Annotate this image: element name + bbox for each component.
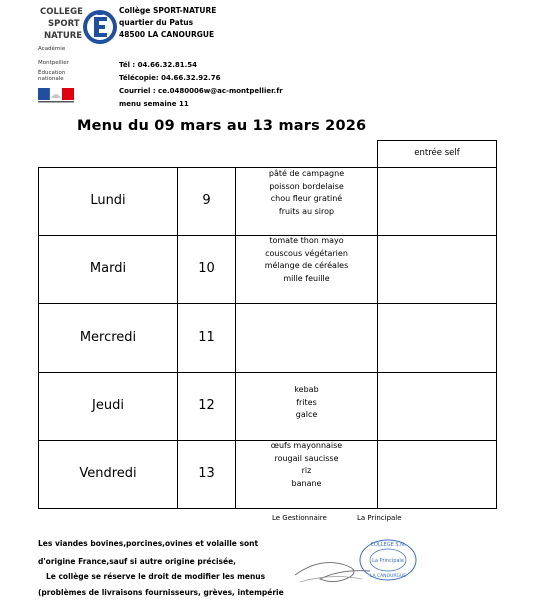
menu-item: pâté de campagne	[268, 169, 345, 178]
menu-title: Menu du 09 mars au 13 mars 2026	[77, 118, 367, 134]
academie-label: Académie	[38, 46, 66, 52]
day-label: Mardi	[89, 261, 127, 276]
signature-stamp	[290, 535, 430, 595]
menu-item: riz	[301, 466, 312, 475]
logo-line-3: NATURE	[44, 31, 83, 41]
menu-item: banane	[291, 478, 322, 488]
day-number: 9	[202, 193, 211, 208]
school-city: 48500 LA CANOURGUE	[119, 30, 215, 39]
column-header-entree-self: entrée self	[414, 148, 460, 158]
note-line: Les viandes bovines,porcines,ovines et volaille sont	[38, 539, 259, 548]
day-number: 13	[198, 466, 215, 481]
day-number: 12	[198, 398, 215, 413]
menu-item: mille feuille	[283, 273, 330, 283]
gestionnaire-label: Le Gestionnaire	[272, 514, 327, 522]
menu-item: poisson bordelaise	[269, 181, 344, 191]
note-line: d'origine France,sauf si autre origine précisée,	[38, 557, 237, 566]
stamp-top-text: COLLEGE S.N.	[370, 542, 406, 548]
school-name: Collège SPORT-NATURE	[119, 6, 217, 15]
day-label: Jeudi	[92, 398, 124, 413]
menu-item: kebab	[294, 385, 319, 394]
menu-item: fruits au sirop	[278, 206, 335, 216]
menu-items	[236, 168, 377, 218]
ministere-line-1: Éducation	[38, 70, 66, 76]
menu-item: frites	[296, 397, 317, 407]
menu-item: chou fleur gratiné	[270, 194, 343, 203]
stamp-bottom-text: LA CANOURGUE	[369, 574, 407, 579]
principale-label: La Principale	[357, 514, 402, 522]
menu-item: galce	[295, 410, 318, 419]
menu-items	[236, 235, 377, 285]
ministere-line-2: nationale	[38, 76, 64, 82]
menu-item: œufs mayonnaise	[270, 441, 343, 450]
logo-line-1: COLLEGE	[40, 7, 83, 17]
day-number: 11	[198, 330, 215, 345]
stamp-center-text: La Principale	[372, 558, 404, 564]
menu-item: mélange de céréales	[264, 261, 349, 270]
menu-item: couscous végétarien	[265, 248, 348, 258]
day-number: 10	[198, 261, 215, 276]
note-line: Le collège se réserve le droit de modifier les menus	[46, 572, 266, 581]
contact-email: Courriel : ce.0480006w@ac-montpellier.fr	[119, 87, 283, 95]
menu-item: rougail saucisse	[274, 453, 339, 463]
menu-items	[236, 440, 377, 490]
logo-line-2: SPORT	[48, 19, 80, 29]
region-label: Montpellier	[38, 60, 69, 66]
day-label: Lundi	[90, 193, 126, 208]
school-street: quartier du Patus	[119, 18, 194, 27]
note-line: (problèmes de livraisons fournisseurs, grèves, intempérie	[38, 588, 284, 597]
day-label: Vendredi	[79, 466, 137, 481]
contact-phone: Tél : 04.66.32.81.54	[119, 61, 198, 69]
menu-week: menu semaine 11	[119, 100, 189, 108]
day-label: Mercredi	[79, 330, 137, 345]
menu-item: tomate thon mayo	[269, 236, 344, 245]
contact-fax: Télécopie: 04.66.32.92.76	[119, 74, 221, 82]
menu-items	[236, 384, 377, 422]
